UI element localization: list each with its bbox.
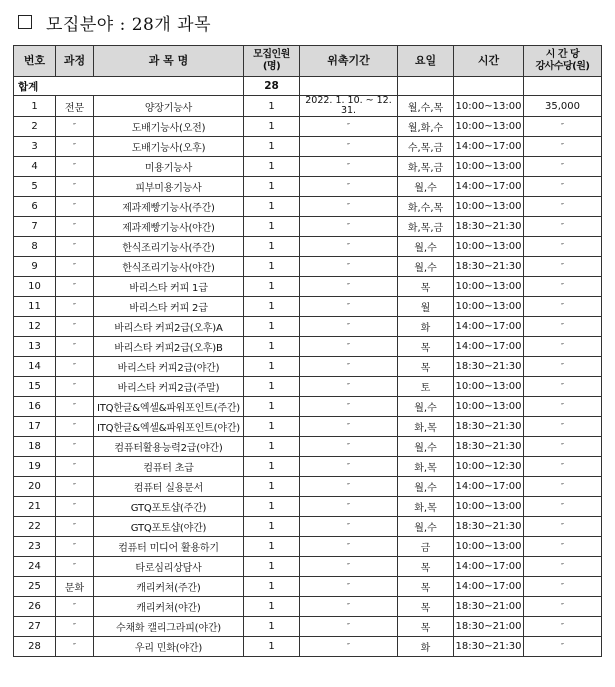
cell-pay: ″	[524, 577, 602, 597]
cell-course: 수채화 캘리그라피(야간)	[94, 617, 244, 637]
cell-category: ″	[56, 597, 94, 617]
table-row	[14, 197, 602, 217]
cell-no: 20	[14, 477, 56, 497]
cell-days: 목	[398, 577, 454, 597]
cell-pay: ″	[524, 477, 602, 497]
cell-days: 화,목	[398, 497, 454, 517]
cell-days: 월,수	[398, 397, 454, 417]
cell-pay: ″	[524, 157, 602, 177]
header-recruit	[244, 46, 300, 77]
header-time: 시간	[454, 46, 524, 77]
header-days: 요일	[398, 46, 454, 77]
cell-no: 28	[14, 637, 56, 657]
cell-no: 18	[14, 437, 56, 457]
cell-no: 4	[14, 157, 56, 177]
cell-no: 16	[14, 397, 56, 417]
cell-recruit: 1	[244, 417, 300, 437]
cell-period: ″	[300, 237, 398, 257]
table-row	[14, 317, 602, 337]
table-row	[14, 397, 602, 417]
cell-recruit: 1	[244, 177, 300, 197]
cell-no: 10	[14, 277, 56, 297]
cell-recruit: 1	[244, 597, 300, 617]
cell-time: 10:00~13:00	[454, 157, 524, 177]
cell-category: ″	[56, 377, 94, 397]
cell-period: ″	[300, 497, 398, 517]
cell-time: 18:30~21:00	[454, 597, 524, 617]
table-row	[14, 537, 602, 557]
cell-days: 화	[398, 637, 454, 657]
cell-course: 바리스타 커피2급(주말)	[94, 377, 244, 397]
cell-period: ″	[300, 557, 398, 577]
cell-no: 21	[14, 497, 56, 517]
cell-time: 14:00~17:00	[454, 177, 524, 197]
cell-pay: ″	[524, 337, 602, 357]
cell-time: 14:00~17:00	[454, 337, 524, 357]
cell-recruit: 1	[244, 377, 300, 397]
cell-time: 10:00~13:00	[454, 397, 524, 417]
total-empty-period	[300, 77, 398, 96]
cell-pay: ″	[524, 297, 602, 317]
cell-period: ″	[300, 357, 398, 377]
cell-time: 14:00~17:00	[454, 577, 524, 597]
cell-category: ″	[56, 557, 94, 577]
cell-no: 26	[14, 597, 56, 617]
cell-time: 10:00~13:00	[454, 237, 524, 257]
table-row	[14, 357, 602, 377]
cell-no: 8	[14, 237, 56, 257]
cell-course: 바리스타 커피 2급	[94, 297, 244, 317]
cell-recruit: 1	[244, 517, 300, 537]
header-no: 번호	[14, 46, 56, 77]
cell-time: 18:30~21:30	[454, 637, 524, 657]
cell-recruit: 1	[244, 317, 300, 337]
table-row	[14, 277, 602, 297]
cell-period: ″	[300, 277, 398, 297]
table-row	[14, 457, 602, 477]
table-row	[14, 96, 602, 117]
header-category: 과정	[56, 46, 94, 77]
cell-pay: ″	[524, 117, 602, 137]
cell-time: 14:00~17:00	[454, 137, 524, 157]
cell-pay: ″	[524, 417, 602, 437]
cell-category: ″	[56, 517, 94, 537]
cell-period: ″	[300, 637, 398, 657]
cell-course: 제과제빵기능사(야간)	[94, 217, 244, 237]
header-pay	[524, 46, 602, 77]
table-row	[14, 597, 602, 617]
cell-no: 22	[14, 517, 56, 537]
cell-no: 14	[14, 357, 56, 377]
cell-days: 목	[398, 357, 454, 377]
cell-days: 화,목,금	[398, 217, 454, 237]
header-recruit-text: 모집인원 (명)	[253, 49, 290, 72]
cell-category: ″	[56, 537, 94, 557]
cell-category: ″	[56, 137, 94, 157]
total-empty-pay	[524, 77, 602, 96]
cell-days: 화,목	[398, 457, 454, 477]
cell-course: 바리스타 커피2급(야간)	[94, 357, 244, 377]
cell-days: 월,수	[398, 477, 454, 497]
cell-time: 18:30~21:30	[454, 357, 524, 377]
cell-period: ″	[300, 177, 398, 197]
cell-recruit: 1	[244, 237, 300, 257]
cell-days: 화,수,목	[398, 197, 454, 217]
cell-recruit: 1	[244, 277, 300, 297]
cell-course: 컴퓨터활용능력2급(야간)	[94, 437, 244, 457]
cell-no: 11	[14, 297, 56, 317]
cell-course: GTQ포토샵(야간)	[94, 517, 244, 537]
cell-days: 수,목,금	[398, 137, 454, 157]
cell-no: 3	[14, 137, 56, 157]
cell-time: 18:30~21:00	[454, 617, 524, 637]
cell-course: 미용기능사	[94, 157, 244, 177]
cell-category: 문화	[56, 577, 94, 597]
cell-time: 10:00~13:00	[454, 297, 524, 317]
cell-pay: ″	[524, 277, 602, 297]
cell-pay: ″	[524, 437, 602, 457]
cell-time: 10:00~13:00	[454, 117, 524, 137]
cell-course: 피부미용기능사	[94, 177, 244, 197]
cell-days: 토	[398, 377, 454, 397]
cell-period: ″	[300, 317, 398, 337]
cell-recruit: 1	[244, 497, 300, 517]
cell-category: ″	[56, 157, 94, 177]
cell-time: 14:00~17:00	[454, 477, 524, 497]
cell-time: 14:00~17:00	[454, 557, 524, 577]
cell-recruit: 1	[244, 96, 300, 117]
cell-recruit: 1	[244, 397, 300, 417]
cell-no: 25	[14, 577, 56, 597]
cell-days: 목	[398, 277, 454, 297]
cell-recruit: 1	[244, 357, 300, 377]
checkbox-empty-icon	[18, 15, 32, 29]
table-header-row	[14, 46, 602, 77]
cell-no: 23	[14, 537, 56, 557]
table-row	[14, 217, 602, 237]
table-row	[14, 157, 602, 177]
cell-period: ″	[300, 537, 398, 557]
cell-time: 10:00~13:00	[454, 377, 524, 397]
header-period: 위촉기간	[300, 46, 398, 77]
cell-category: ″	[56, 417, 94, 437]
cell-pay: ″	[524, 617, 602, 637]
cell-period: ″	[300, 137, 398, 157]
cell-period: ″	[300, 517, 398, 537]
cell-category: ″	[56, 357, 94, 377]
cell-category: ″	[56, 437, 94, 457]
cell-days: 화,목,금	[398, 157, 454, 177]
table-row	[14, 117, 602, 137]
cell-category: ″	[56, 257, 94, 277]
cell-days: 목	[398, 557, 454, 577]
table-row	[14, 417, 602, 437]
cell-recruit: 1	[244, 557, 300, 577]
cell-time: 10:00~13:00	[454, 96, 524, 117]
cell-category: ″	[56, 217, 94, 237]
cell-category: ″	[56, 497, 94, 517]
cell-pay: ″	[524, 497, 602, 517]
page-title-text: 모집분야 : 28개 과목	[46, 14, 212, 35]
cell-pay: ″	[524, 597, 602, 617]
cell-period: ″	[300, 197, 398, 217]
cell-period: ″	[300, 417, 398, 437]
cell-category: ″	[56, 237, 94, 257]
table-row	[14, 137, 602, 157]
cell-days: 목	[398, 337, 454, 357]
cell-pay: ″	[524, 177, 602, 197]
cell-pay: ″	[524, 357, 602, 377]
cell-time: 18:30~21:30	[454, 217, 524, 237]
cell-pay: ″	[524, 517, 602, 537]
cell-pay: ″	[524, 637, 602, 657]
cell-pay: ″	[524, 317, 602, 337]
table-row	[14, 377, 602, 397]
cell-no: 12	[14, 317, 56, 337]
cell-time: 10:00~13:00	[454, 197, 524, 217]
cell-category: ″	[56, 117, 94, 137]
header-course: 과 목 명	[94, 46, 244, 77]
cell-days: 금	[398, 537, 454, 557]
cell-recruit: 1	[244, 537, 300, 557]
table-row	[14, 257, 602, 277]
cell-days: 화,목	[398, 417, 454, 437]
cell-category: ″	[56, 637, 94, 657]
cell-recruit: 1	[244, 217, 300, 237]
cell-recruit: 1	[244, 157, 300, 177]
cell-no: 6	[14, 197, 56, 217]
cell-recruit: 1	[244, 577, 300, 597]
table-row	[14, 497, 602, 517]
cell-days: 월,수	[398, 517, 454, 537]
cell-period: ″	[300, 397, 398, 417]
cell-days: 월,수	[398, 237, 454, 257]
cell-no: 17	[14, 417, 56, 437]
cell-time: 18:30~21:30	[454, 257, 524, 277]
cell-time: 10:00~13:00	[454, 497, 524, 517]
cell-period: ″	[300, 577, 398, 597]
recruitment-table	[13, 45, 602, 657]
cell-recruit: 1	[244, 297, 300, 317]
cell-period: ″	[300, 117, 398, 137]
cell-recruit: 1	[244, 197, 300, 217]
cell-course: 캐리커쳐(주간)	[94, 577, 244, 597]
table-row	[14, 517, 602, 537]
cell-pay: ″	[524, 397, 602, 417]
cell-period: ″	[300, 377, 398, 397]
cell-course: ITQ한글&엑셀&파워포인트(야간)	[94, 417, 244, 437]
cell-course: 도배기능사(오전)	[94, 117, 244, 137]
cell-days: 월,수,목	[398, 96, 454, 117]
cell-time: 18:30~21:30	[454, 417, 524, 437]
cell-course: 바리스타 커피2급(오후)A	[94, 317, 244, 337]
cell-no: 2	[14, 117, 56, 137]
cell-time: 10:00~13:00	[454, 277, 524, 297]
total-count: 28	[244, 77, 300, 96]
cell-time: 10:00~13:00	[454, 537, 524, 557]
cell-category: ″	[56, 617, 94, 637]
cell-period: ″	[300, 157, 398, 177]
cell-days: 월,수	[398, 177, 454, 197]
table-row	[14, 177, 602, 197]
cell-course: 컴퓨터 미디어 활용하기	[94, 537, 244, 557]
table-row	[14, 337, 602, 357]
cell-category: ″	[56, 197, 94, 217]
cell-course: 컴퓨터 실용문서	[94, 477, 244, 497]
cell-recruit: 1	[244, 257, 300, 277]
cell-recruit: 1	[244, 137, 300, 157]
cell-time: 18:30~21:30	[454, 517, 524, 537]
cell-pay: ″	[524, 217, 602, 237]
cell-pay: ″	[524, 377, 602, 397]
page-title	[18, 8, 211, 36]
total-empty-time	[454, 77, 524, 96]
table-row	[14, 477, 602, 497]
cell-pay: ″	[524, 237, 602, 257]
cell-days: 목	[398, 617, 454, 637]
header-pay-text: 시 간 당 강사수당(원)	[535, 49, 590, 72]
cell-course: 양장기능사	[94, 96, 244, 117]
cell-recruit: 1	[244, 117, 300, 137]
cell-days: 목	[398, 597, 454, 617]
cell-pay: 35,000	[524, 96, 602, 117]
cell-category: ″	[56, 317, 94, 337]
cell-course: 한식조리기능사(야간)	[94, 257, 244, 277]
cell-course: 컴퓨터 초급	[94, 457, 244, 477]
cell-period: ″	[300, 337, 398, 357]
cell-pay: ″	[524, 537, 602, 557]
cell-period: ″	[300, 257, 398, 277]
table-row	[14, 577, 602, 597]
cell-recruit: 1	[244, 337, 300, 357]
cell-course: 바리스타 커피2급(오후)B	[94, 337, 244, 357]
cell-time: 10:00~12:30	[454, 457, 524, 477]
total-empty-days	[398, 77, 454, 96]
cell-recruit: 1	[244, 617, 300, 637]
cell-no: 7	[14, 217, 56, 237]
table-row	[14, 437, 602, 457]
table-row	[14, 617, 602, 637]
cell-time: 18:30~21:30	[454, 437, 524, 457]
cell-category: ″	[56, 337, 94, 357]
cell-no: 1	[14, 96, 56, 117]
cell-period: ″	[300, 297, 398, 317]
cell-pay: ″	[524, 457, 602, 477]
table-row	[14, 557, 602, 577]
total-row	[14, 77, 602, 96]
cell-course: 우리 민화(야간)	[94, 637, 244, 657]
total-label: 합계	[14, 77, 244, 96]
cell-course: 바리스타 커피 1급	[94, 277, 244, 297]
cell-pay: ″	[524, 557, 602, 577]
cell-period: ″	[300, 457, 398, 477]
cell-days: 월	[398, 297, 454, 317]
cell-period: ″	[300, 437, 398, 457]
cell-recruit: 1	[244, 477, 300, 497]
table-row	[14, 637, 602, 657]
cell-course: 캐리커쳐(야간)	[94, 597, 244, 617]
cell-category: ″	[56, 457, 94, 477]
cell-course: 제과제빵기능사(주간)	[94, 197, 244, 217]
cell-category: 전문	[56, 96, 94, 117]
cell-course: 한식조리기능사(주간)	[94, 237, 244, 257]
cell-period: ″	[300, 617, 398, 637]
cell-days: 월,수	[398, 437, 454, 457]
cell-category: ″	[56, 177, 94, 197]
cell-course: 타로심리상담사	[94, 557, 244, 577]
cell-period: ″	[300, 597, 398, 617]
cell-no: 5	[14, 177, 56, 197]
cell-course: GTQ포토샵(주간)	[94, 497, 244, 517]
cell-category: ″	[56, 477, 94, 497]
cell-course: ITQ한글&엑셀&파워포인트(주간)	[94, 397, 244, 417]
cell-pay: ″	[524, 257, 602, 277]
cell-no: 9	[14, 257, 56, 277]
cell-course: 도배기능사(오후)	[94, 137, 244, 157]
cell-days: 월,수	[398, 257, 454, 277]
cell-category: ″	[56, 277, 94, 297]
cell-category: ″	[56, 397, 94, 417]
cell-period: ″	[300, 217, 398, 237]
cell-days: 화	[398, 317, 454, 337]
cell-period: ″	[300, 477, 398, 497]
cell-no: 24	[14, 557, 56, 577]
cell-no: 15	[14, 377, 56, 397]
cell-recruit: 1	[244, 457, 300, 477]
cell-category: ″	[56, 297, 94, 317]
cell-recruit: 1	[244, 637, 300, 657]
cell-time: 14:00~17:00	[454, 317, 524, 337]
cell-period: 2022. 1. 10. ~ 12. 31.	[300, 96, 398, 117]
cell-no: 13	[14, 337, 56, 357]
cell-recruit: 1	[244, 437, 300, 457]
cell-days: 월,화,수	[398, 117, 454, 137]
table-row	[14, 237, 602, 257]
table-row	[14, 297, 602, 317]
cell-pay: ″	[524, 137, 602, 157]
cell-no: 27	[14, 617, 56, 637]
cell-pay: ″	[524, 197, 602, 217]
cell-no: 19	[14, 457, 56, 477]
